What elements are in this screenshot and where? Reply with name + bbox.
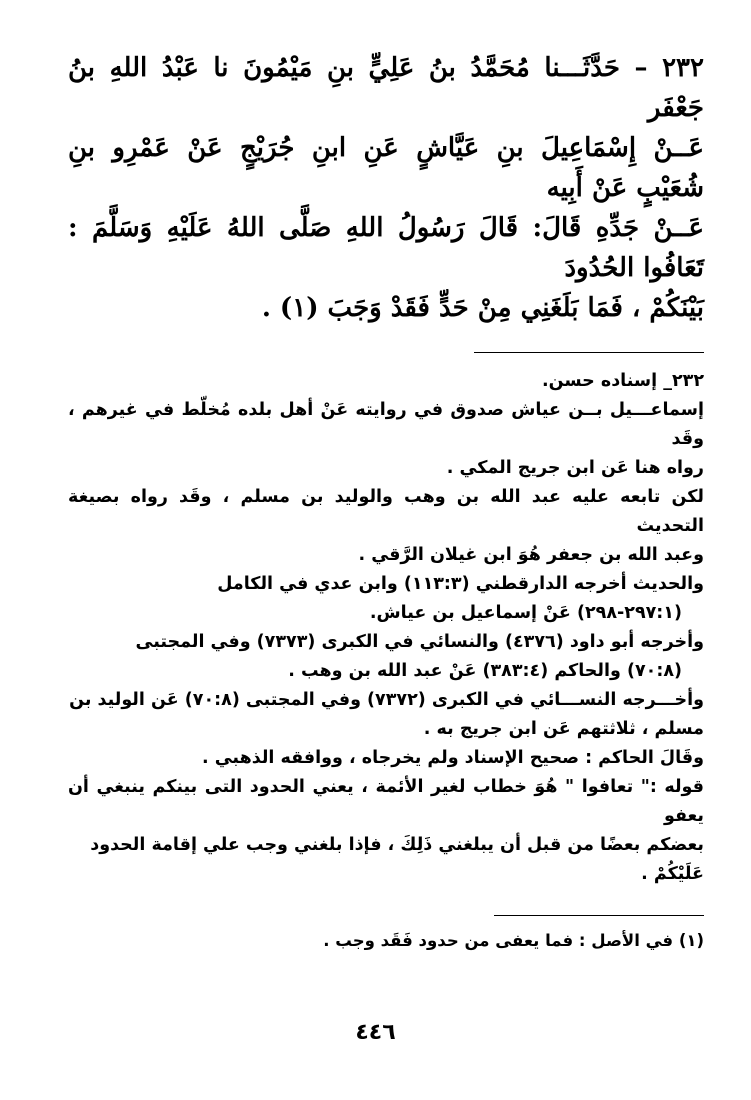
note-line: (٧٠:٨) والحاكم (٣٨٣:٤) عَنْ عبد الله بن وهب . <box>288 661 682 681</box>
note-line: والحديث أخرجه الدارقطني (١١٣:٣) وابن عدي في الكامل <box>217 574 704 594</box>
hadith-line: ٢٣٢ – حَدَّثَـــنا مُحَمَّدُ بنُ عَلِيٍّ بنِ مَيْمُونَ نا عَبْدُ اللهِ بنُ جَعْفَر <box>68 53 704 123</box>
hadith-line: عَــنْ جَدِّهِ قَالَ: قَالَ رَسُولُ اللهِ صَلَّى اللهُ عَلَيْهِ وَسَلَّمَ : تَعَافُوا الحُدُودَ <box>68 213 704 283</box>
note-line: وعبد الله بن جعفر هُوَ ابن غيلان الرَّقي . <box>358 545 704 565</box>
page-number: ٤٤٦ <box>355 1020 396 1045</box>
commentary-notes <box>68 367 704 889</box>
footnote: (١) في الأصل : فما يعفى من حدود فَقَد وجب . <box>323 931 704 950</box>
note-line: إسماعـــيل بــن عياش صدوق في روايته عَنْ أهل بلده مُخلّط في غيرهم ، وقَد <box>68 400 704 449</box>
note-line-grading: ٢٣٢_ إسناده حسن. <box>541 371 704 391</box>
hadith-line: عَــنْ إِسْمَاعِيلَ بنِ عَيَّاشٍ عَنِ ابنِ جُرَيْجٍ عَنْ عَمْرِو بنِ شُعَيْبٍ عَنْ أَبِيه <box>68 133 704 203</box>
hadith-line: بَيْنَكُمْ ، فَمَا بَلَغَنِي مِنْ حَدٍّ فَقَدْ وَجَبَ (١) . <box>261 293 704 323</box>
note-line: وأخرجه أبو داود (٤٣٧٦) والنسائي في الكبرى (٧٣٧٣) وفي المجتبى <box>135 632 704 652</box>
section-divider <box>474 352 704 353</box>
note-line: قوله :" تعافوا " هُوَ خطاب لغير الأئمة ، يعني الحدود التى بينكم ينبغي أن يعفو <box>68 777 704 826</box>
note-line: مسلم ، ثلاثتهم عَن ابن جريج به . <box>423 719 704 739</box>
hadith-text <box>68 48 704 328</box>
page-body <box>68 48 704 954</box>
note-line: رواه هنا عَن ابن جريج المكي . <box>446 458 704 478</box>
footnote-divider <box>494 915 704 916</box>
note-line: عَلَيْكُمْ . <box>641 864 704 884</box>
note-line: وقَالَ الحاكم : صحيح الإسناد ولم يخرجاه ، ووافقه الذهبي . <box>201 748 704 768</box>
note-line: بعضكم بعضًا من قبل أن يبلغني ذَلِكَ ، فإذا بلغني وجب علي إقامة الحدود <box>90 835 704 855</box>
note-line: لكن تابعه عليه عبد الله بن وهب والوليد بن مسلم ، وقَد رواه بصيغة التحديث <box>68 487 704 536</box>
note-line: (٢٩٧:١-٢٩٨) عَنْ إسماعيل بن عياش. <box>369 603 682 623</box>
note-line: وأخـــرجه النســـائي في الكبرى (٧٣٧٢) وفي المجتبى (٧٠:٨) عَن الوليد بن <box>69 690 704 710</box>
